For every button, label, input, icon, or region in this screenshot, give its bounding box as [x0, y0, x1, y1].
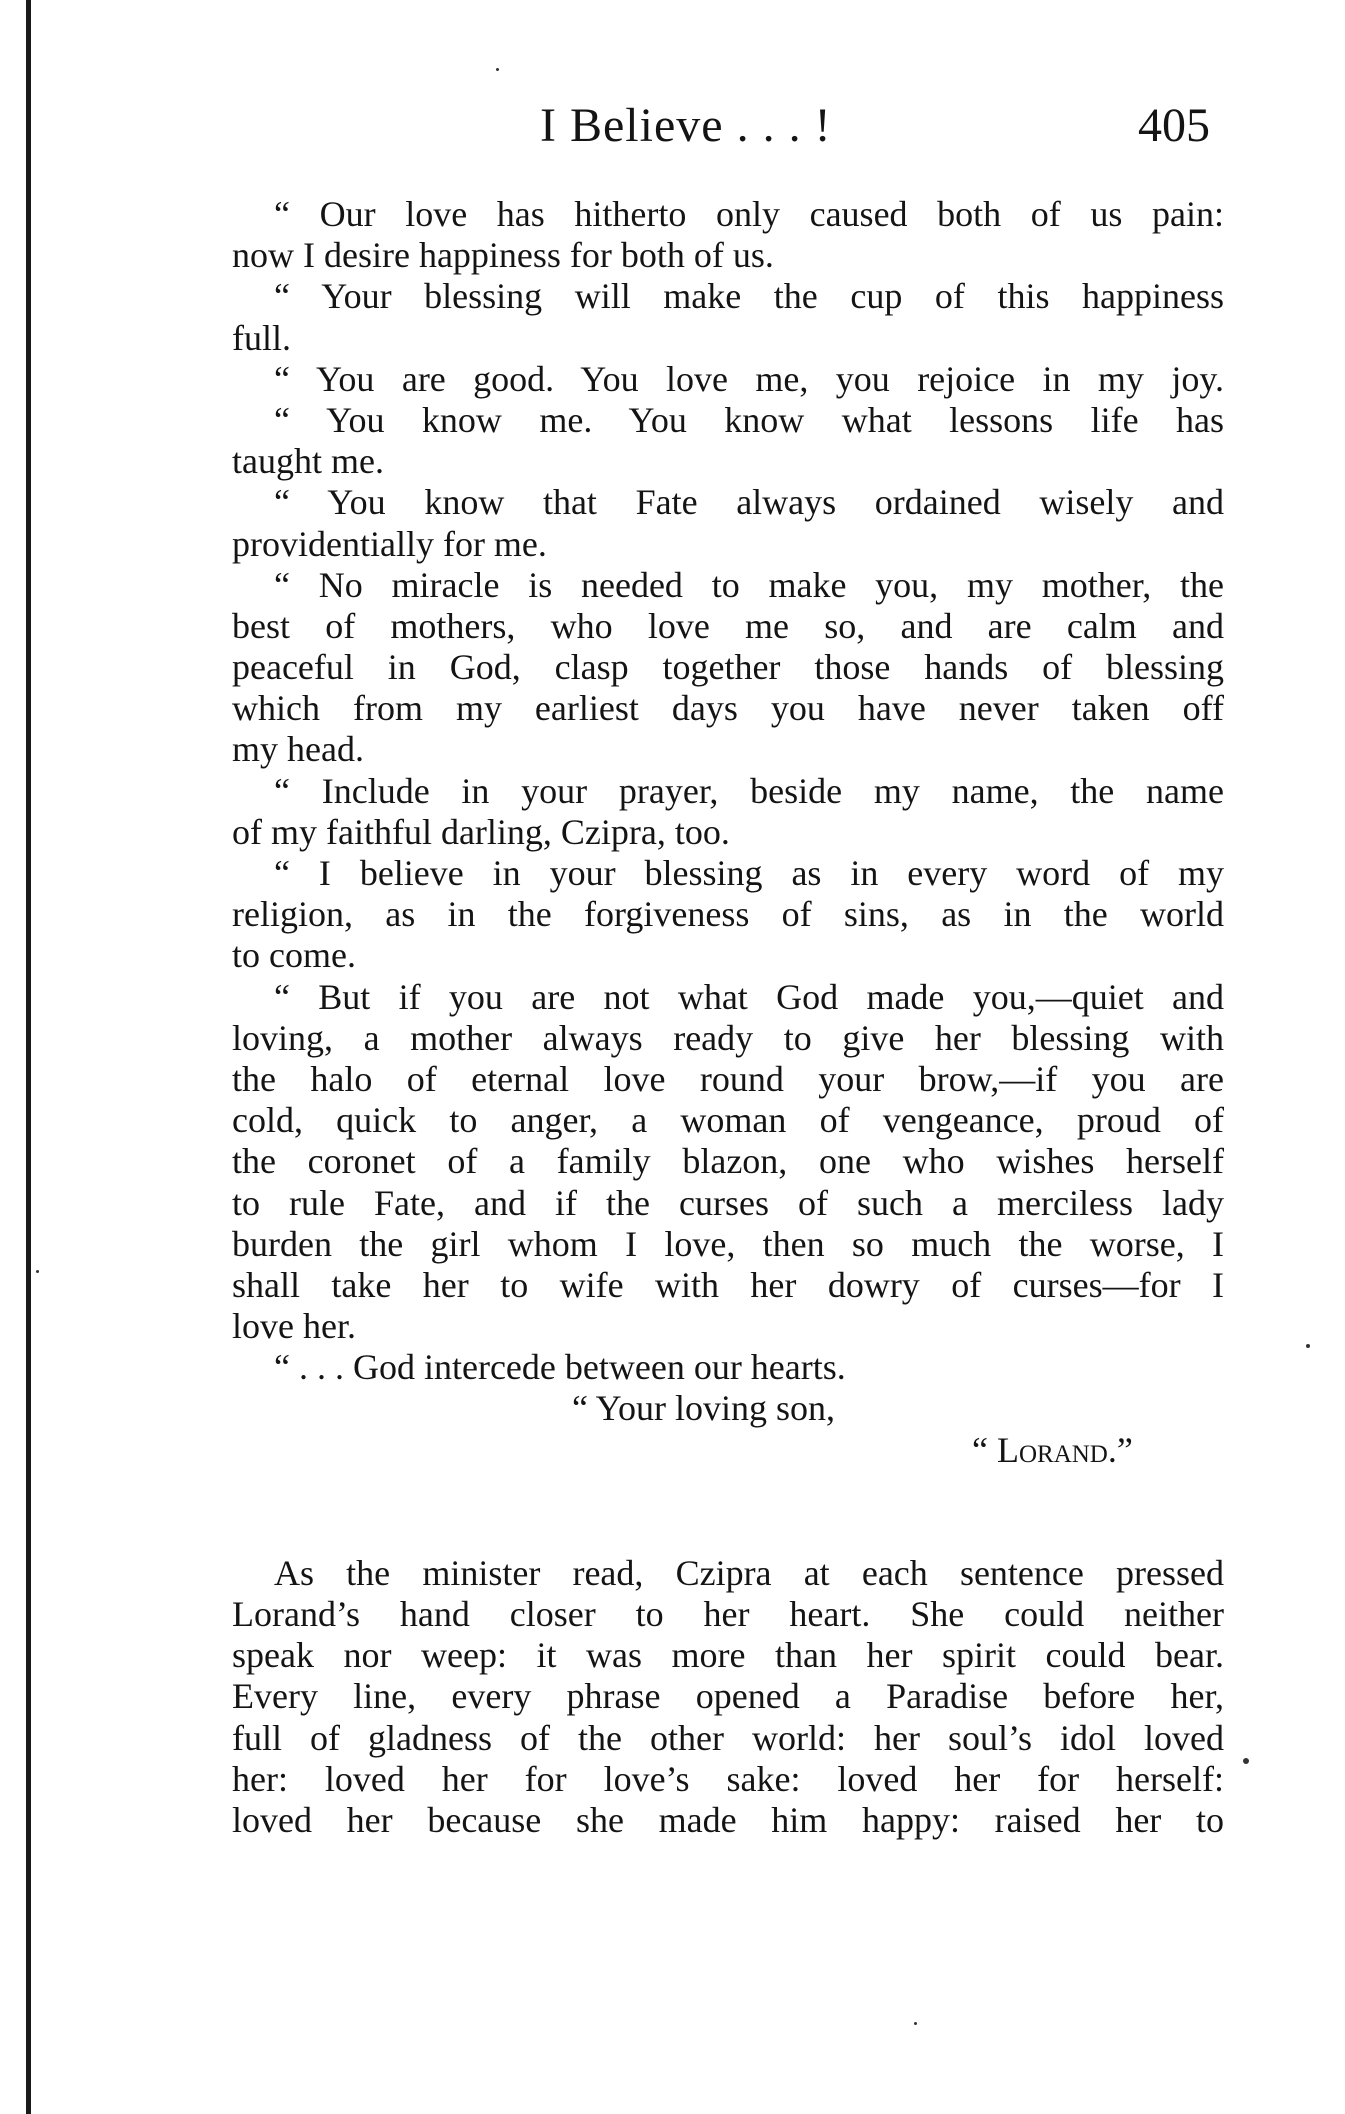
text-line: the coronet of a family blazon, one who wishes herself [232, 1141, 1224, 1182]
text-line: providentially for me. [232, 523, 547, 564]
running-title: I Believe . . . ! [540, 99, 832, 152]
text-line: loving, a mother always ready to give her blessing with [232, 1017, 1224, 1058]
text-line: loved her because she made him happy: raised her to [232, 1799, 1224, 1840]
text-line: “ Include in your prayer, beside my name, the name [274, 770, 1224, 811]
text-line: to rule Fate, and if the curses of such a merciless lady [232, 1182, 1224, 1223]
paragraph-gap [232, 1471, 1224, 1553]
text-line: shall take her to wife with her dowry of curses—for I [232, 1264, 1224, 1305]
text-line: “ I believe in your blessing as in every word of my [274, 853, 1224, 893]
letter-signoff: “ Your loving son, [572, 1388, 836, 1429]
text-line: love her. [232, 1306, 356, 1347]
text-line: cold, quick to anger, a woman of vengeance, proud of [232, 1100, 1224, 1141]
text-line: Every line, every phrase opened a Paradise before her, [232, 1676, 1224, 1717]
text-line: “ No miracle is needed to make you, my mother, the [274, 564, 1224, 605]
text-line: “ Your blessing will make the cup of this happiness [274, 276, 1224, 317]
page-body [232, 194, 1224, 1841]
text-line: best of mothers, who love me so, and are calm and [232, 605, 1224, 646]
print-speck [36, 1270, 39, 1273]
text-line: my head. [232, 729, 364, 770]
text-line: which from my earliest days you have never taken off [232, 688, 1224, 729]
text-line: “ You know that Fate always ordained wisely and [274, 482, 1224, 523]
text-line: full. [232, 317, 291, 358]
text-line: taught me. [232, 441, 384, 482]
text-line: to come. [232, 935, 356, 976]
text-line: As the minister read, Czipra at each sentence pressed [274, 1552, 1224, 1593]
print-speck [1306, 1344, 1310, 1348]
text-line: “ . . . God intercede between our hearts. [274, 1347, 846, 1388]
text-line: full of gladness of the other world: her soul’s idol loved [232, 1717, 1224, 1758]
text-line: “ You are good. You love me, you rejoice in my joy. [274, 358, 1224, 399]
page-binding-edge [26, 0, 31, 2114]
print-speck [914, 2022, 917, 2025]
text-line: the halo of eternal love round your brow,—if you are [232, 1058, 1224, 1099]
text-line: her: loved her for love’s sake: loved her for herself: [232, 1758, 1224, 1799]
print-speck [1243, 1758, 1249, 1764]
letter-signature: “ Lorand.” [972, 1429, 1133, 1470]
page-number: 405 [1138, 99, 1210, 152]
text-line: peaceful in God, clasp together those hands of blessing [232, 647, 1224, 688]
text-line: “ But if you are not what God made you,—quiet and [274, 976, 1224, 1017]
text-line: now I desire happiness for both of us. [232, 235, 774, 276]
text-line: Lorand’s hand closer to her heart. She could neither [232, 1594, 1224, 1634]
print-speck [496, 68, 499, 71]
text-line: “ Our love has hitherto only caused both of us pain: [274, 194, 1224, 234]
text-line: of my faithful darling, Czipra, too. [232, 811, 730, 852]
text-line: “ You know me. You know what lessons life has [274, 399, 1224, 440]
text-line: burden the girl whom I love, then so much the worse, I [232, 1223, 1224, 1264]
text-line: religion, as in the forgiveness of sins, as in the world [232, 894, 1224, 935]
text-line: speak nor weep: it was more than her spirit could bear. [232, 1635, 1224, 1676]
